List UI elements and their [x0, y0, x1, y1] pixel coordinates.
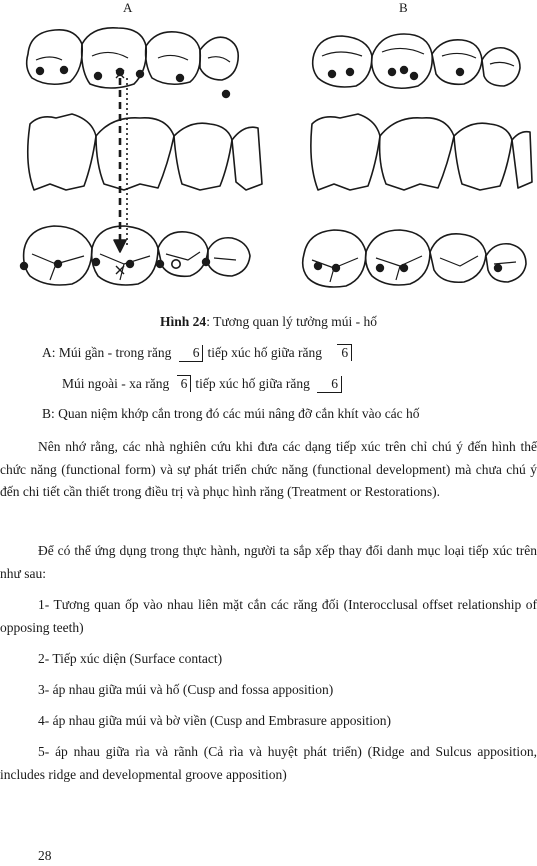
paragraph-functional-form: [0, 436, 537, 504]
list-item-2-text: 2- Tiếp xúc diện (Surface contact): [38, 651, 223, 666]
list-item-4: [0, 710, 537, 733]
panel-a-crowns: [28, 114, 262, 190]
panel-b-crowns: [311, 114, 532, 190]
tooth-notation-a1-second: 6: [337, 344, 352, 361]
figure-caption-number: Hình 24: [160, 314, 207, 329]
figure-label-a: A: [123, 0, 133, 15]
list-item-1-text: 1- Tương quan ốp vào nhau liên mặt cắn các răng đối (Interocclusal offset relationship of opposing teeth): [0, 597, 537, 635]
list-item-4-text: 4- áp nhau giữa múi và bờ viền (Cusp and Embrasure apposition): [38, 713, 392, 728]
list-item-1: [0, 594, 537, 639]
tooth-notation-a2-first: 6: [177, 375, 192, 392]
list-item-3: [0, 679, 537, 702]
figure-label-b: B: [399, 0, 408, 15]
list-item-5-text: 5- áp nhau giữa rìa và rãnh (Cả rìa và huyệt phát triển) (Ridge and Sulcus apposition, includes ridge and developmental groove apposition): [0, 744, 537, 782]
legend-line-b: B: Quan niệm khớp cắn trong đó các múi nâng đỡ cắn khít vào các hố: [42, 406, 420, 421]
legend-line-a1: [42, 344, 356, 362]
paragraph-practical-application: [0, 540, 537, 585]
legend-a1-prefix: A: Múi gần - trong răng: [42, 345, 172, 360]
tooth-contact-figure: [0, 14, 537, 304]
figure-caption: [0, 314, 537, 330]
list-item-2: [0, 648, 537, 671]
legend-line-a2: [62, 375, 346, 393]
page-number: 28: [38, 848, 52, 863]
paragraph-functional-form-text: Nên nhớ rằng, các nhà nghiên cứu khi đưa các dạng tiếp xúc trên chỉ chú ý đến hình thể chức năng (functional form) và sự phát triển chức năng (functional development) mà chưa chú ý đến chi tiết cần thiết trong điều trị và phục hình răng (Treatment or Restorations).: [0, 439, 537, 499]
panel-a-lower-occlusal: [21, 226, 250, 285]
tooth-notation-a2-second: 6: [317, 376, 342, 393]
legend-a1-middle: tiếp xúc hố giữa răng: [207, 345, 323, 360]
legend-a2-middle: tiếp xúc hố giữa răng: [195, 376, 310, 391]
paragraph-practical-application-text: Để có thể ứng dụng trong thực hành, người ta sắp xếp thay đổi danh mục loại tiếp xúc trên như sau:: [0, 543, 537, 581]
panel-b-upper-occlusal: [313, 34, 520, 88]
figure-caption-text: : Tương quan lý tưởng múi - hố: [206, 314, 377, 329]
panel-b-lower-occlusal: [303, 230, 526, 287]
panel-a-upper-occlusal: [27, 28, 239, 98]
legend-a2-prefix: Múi ngoài - xa răng: [62, 376, 170, 391]
list-item-3-text: 3- áp nhau giữa múi và hố (Cusp and fossa apposition): [38, 682, 334, 697]
list-item-5: [0, 741, 537, 786]
tooth-notation-a1-first: 6: [179, 345, 204, 362]
